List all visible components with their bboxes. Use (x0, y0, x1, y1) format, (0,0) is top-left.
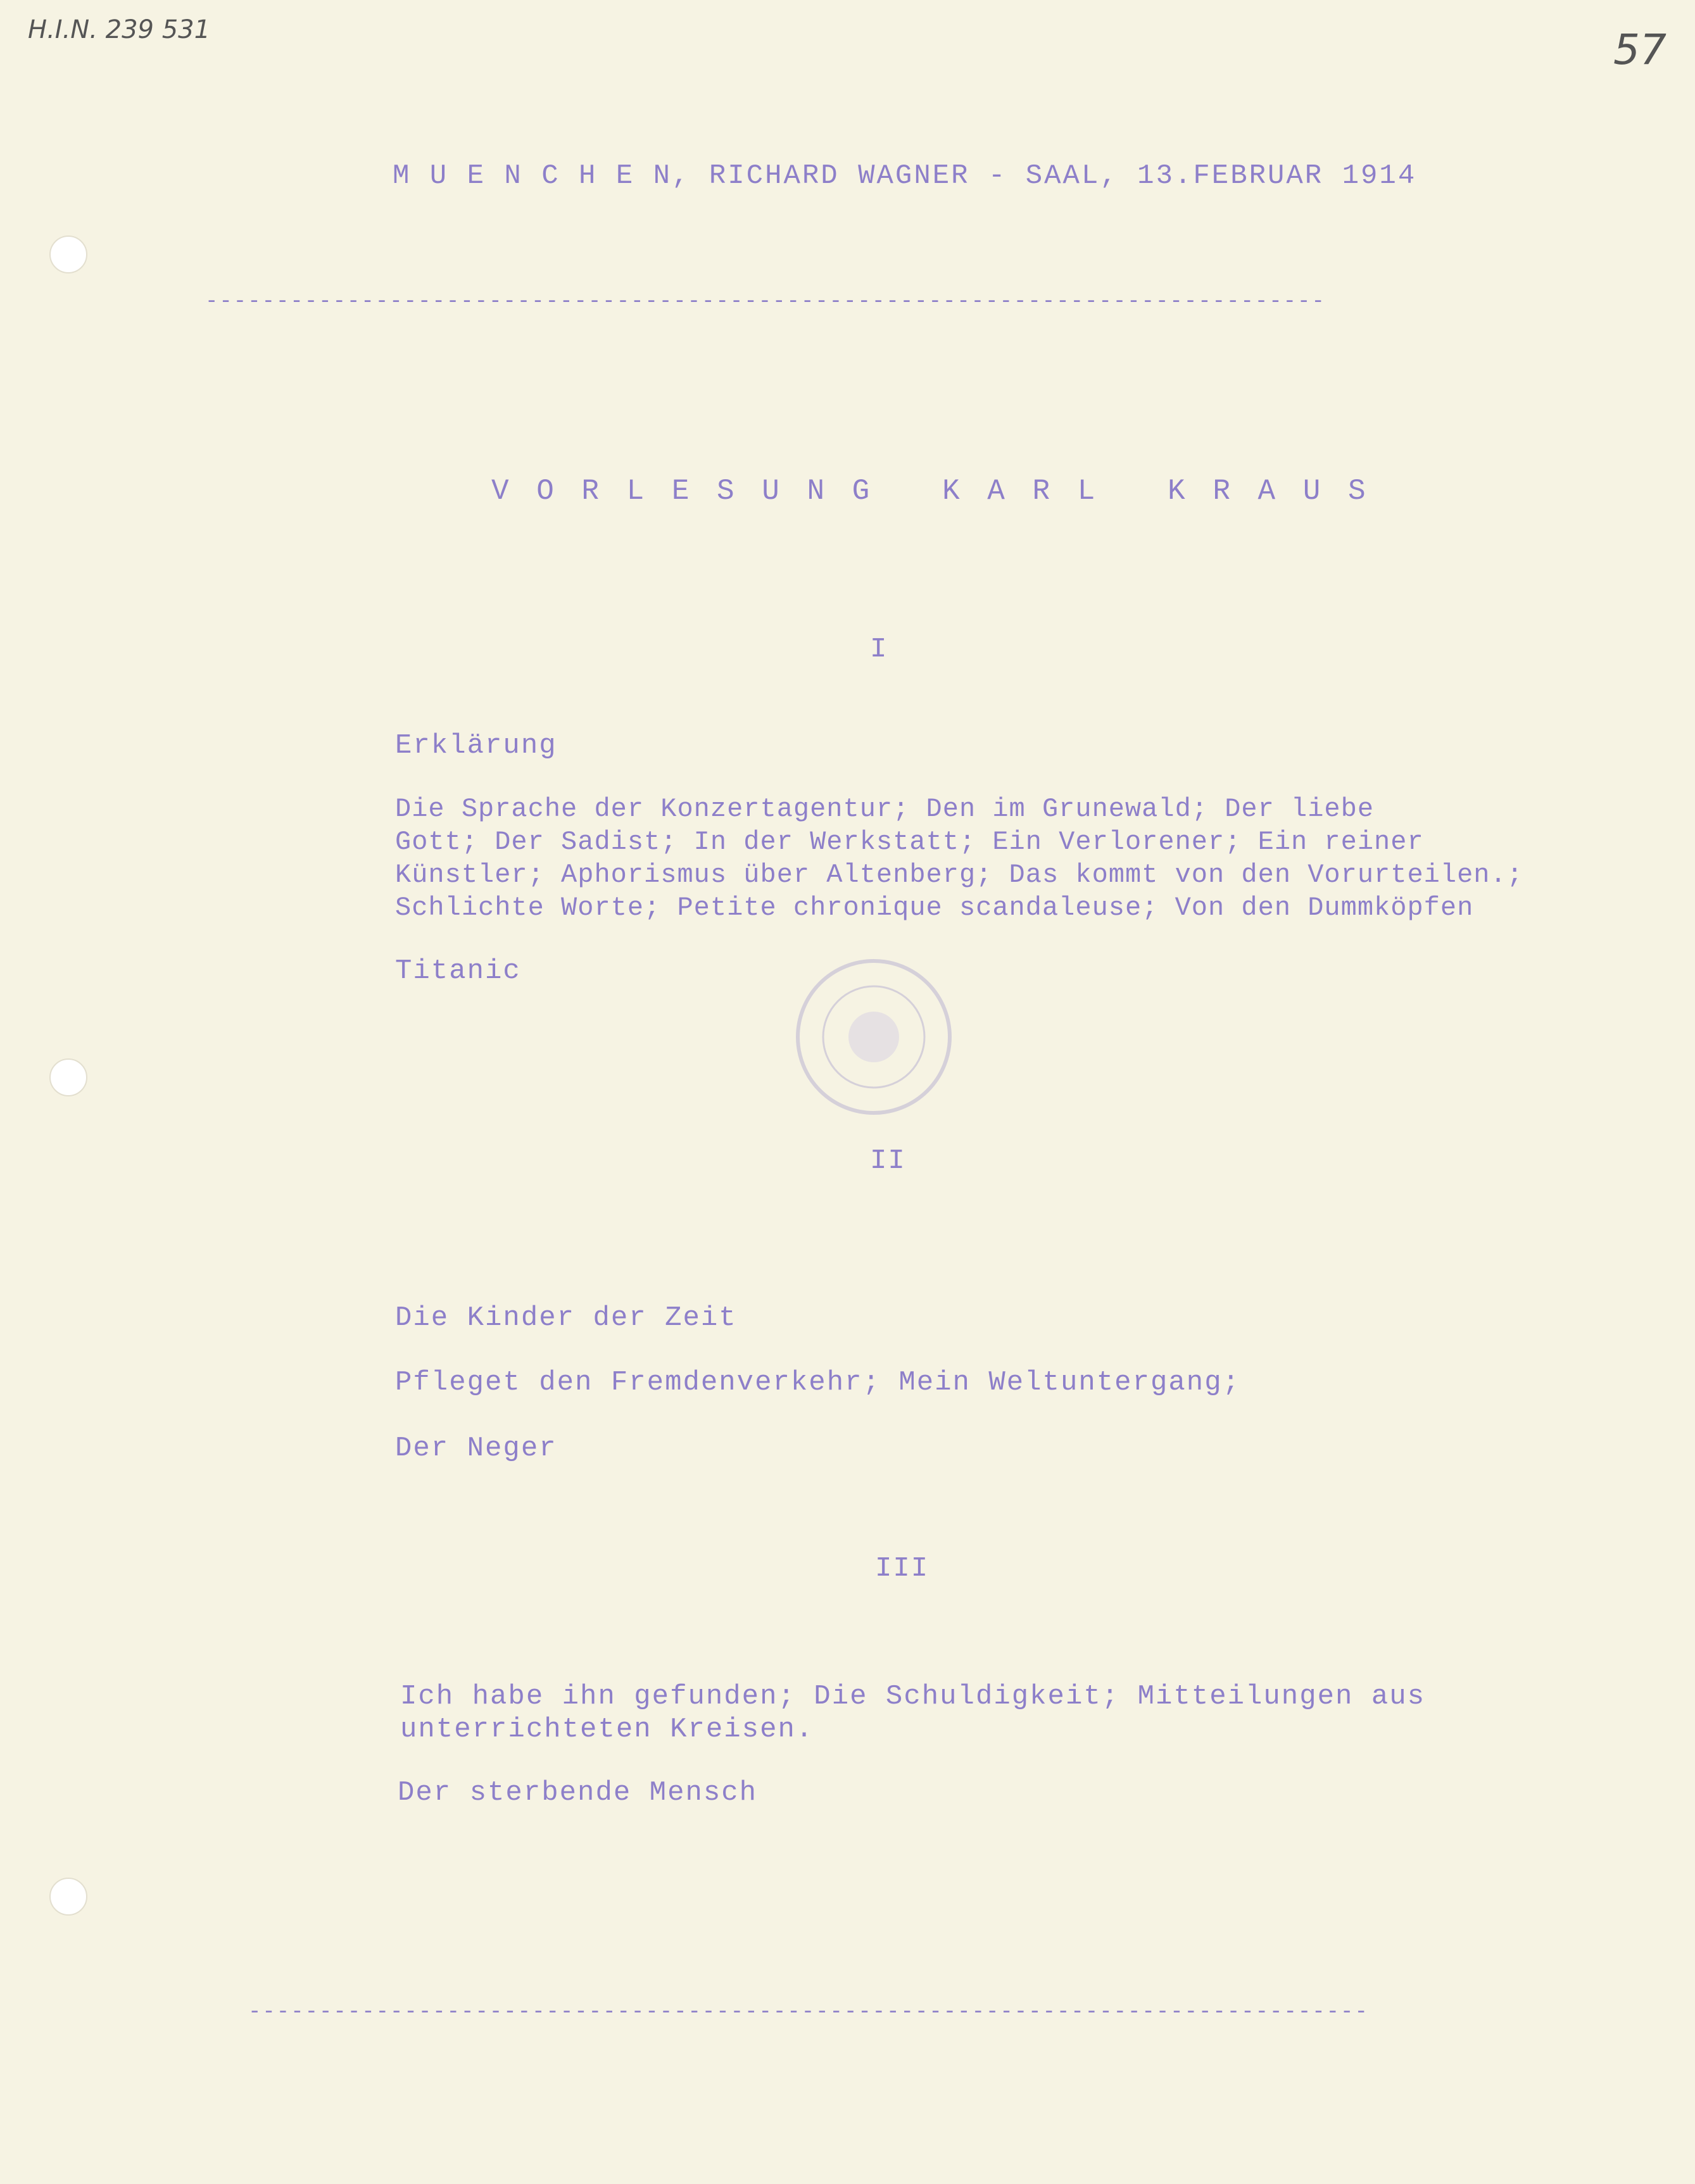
punch-hole (49, 1878, 87, 1916)
section-ii-item: Die Kinder der Zeit (395, 1302, 737, 1334)
section-iii-item: Ich habe ihn gefunden; Die Schuldigkeit; Mitteilungen aus unterrichteten Kreisen. (400, 1681, 1426, 1745)
section-i-item: Erklärung (395, 730, 557, 762)
header-title: M U E N C H E N, RICHARD WAGNER - SAAL, 13.FEBRUAR 1914 (393, 160, 1417, 192)
section-numeral-ii: II (870, 1145, 906, 1177)
footer-rule: ------------------------------------------------------------------------------- (248, 2000, 1369, 2024)
archive-id: H.I.N. 239 531 (28, 15, 211, 44)
section-ii-item: Pfleget den Fremdenverkehr; Mein Weltuntergang; (395, 1367, 1241, 1398)
header-rule: ------------------------------------------------------------------------------- (205, 290, 1326, 314)
section-iii-item: Der sterbende Mensch (398, 1777, 758, 1809)
section-ii-item: Der Neger (395, 1433, 557, 1464)
lecture-title: V O R L E S U N G K A R L K R A U S (491, 475, 1371, 508)
section-numeral-i: I (870, 634, 888, 665)
punch-hole (49, 235, 87, 273)
section-i-item: Titanic (395, 955, 521, 987)
archive-stamp-icon (791, 955, 956, 1119)
section-i-item: Die Sprache der Konzertagentur; Den im Grunewald; Der liebe Gott; Der Sadist; In der Werkstatt; Ein Verlorener; Ein reiner Künstler; Aphorismus über Altenberg; Das kommt von den Vorurteilen.; Schlichte Worte; Petite chronique scandaleuse; Von den Dummköpfen (395, 794, 1523, 923)
punch-hole (49, 1058, 87, 1096)
section-numeral-iii: III (875, 1553, 929, 1585)
page-number: 57 (1613, 25, 1667, 74)
